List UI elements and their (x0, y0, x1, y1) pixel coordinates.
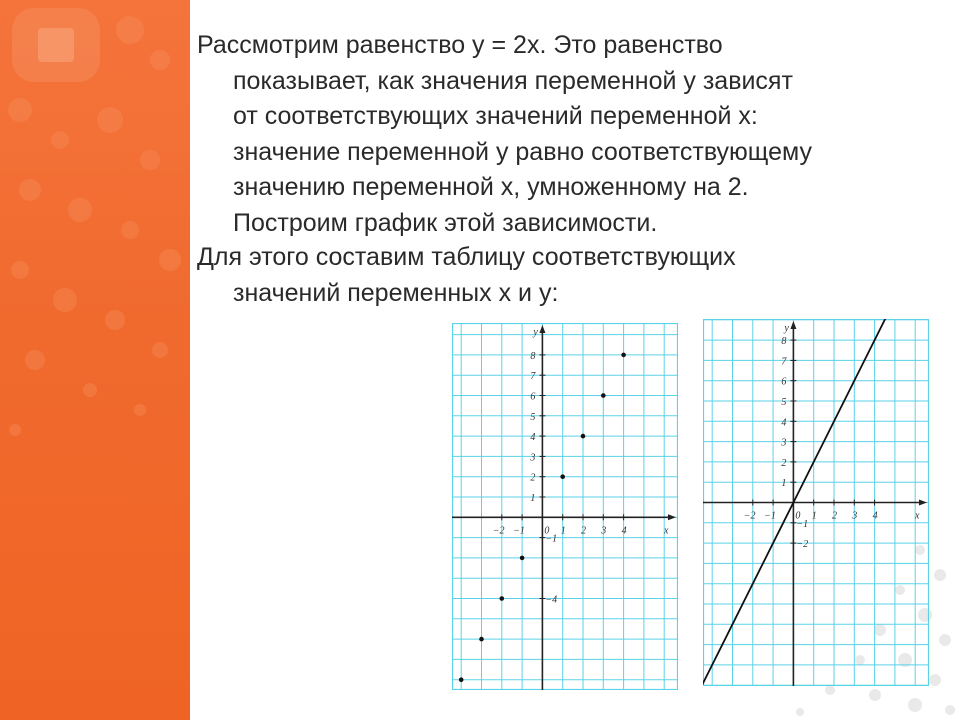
chart-0-x-tick-label: 0 (544, 525, 550, 537)
paragraph-1-line-5: значению переменной x, умноженному на 2. (233, 173, 749, 201)
chart-0-y-tick-label: 7 (530, 371, 536, 383)
chart-0-y-tick-label: 6 (530, 391, 536, 403)
chart-0-x-tick-label: −2 (492, 525, 505, 537)
chart-1-y-axis-label: y (784, 323, 789, 334)
chart-0-y-tick-label: 4 (530, 432, 536, 444)
chart-0-y-arrow (539, 325, 545, 333)
chart-1-y-tick-label: 1 (781, 478, 787, 490)
paragraph-2 (197, 240, 932, 311)
paragraph-2-line-2: значений переменных x и y: (233, 278, 559, 307)
chart-1-y-tick-label: 4 (781, 417, 787, 429)
chart-1-x-tick-label: 3 (852, 510, 858, 522)
points-graph-svg (452, 323, 678, 690)
chart-1-x-axis-label: x (915, 510, 920, 522)
paragraph-1-line-1: Рассмотрим равенство y = 2x. Это равенство (197, 31, 723, 59)
chart-0-y-tick-label: 3 (530, 452, 536, 464)
paragraph-2-line-1: Для этого составим таблицу соответствующих (197, 243, 736, 271)
chart-0-y-tick-label: −4 (545, 594, 558, 606)
paragraph-1-line-2: показывает, как значения переменной y зависят (233, 66, 793, 95)
chart-1-y-tick-label: −2 (796, 539, 809, 551)
chart-0-x-tick-label: 1 (560, 525, 566, 537)
chart-1-x-tick-label: −1 (764, 510, 776, 522)
chart-1-y-arrow (790, 321, 796, 329)
chart-1-y-tick-label: 7 (781, 356, 787, 368)
chart-0-data-point (500, 596, 505, 601)
chart-1-y-tick-label: 8 (781, 336, 787, 348)
chart-0-x-tick-label: −1 (513, 525, 525, 537)
line-graph (703, 319, 929, 686)
chart-0-y-tick-label: 5 (530, 411, 536, 423)
chart-0-y-tick-label: 8 (530, 350, 536, 362)
chart-1-y-tick-label: −1 (796, 518, 809, 530)
chart-1-y-tick-label: 2 (781, 457, 787, 469)
chart-0-x-tick-label: 2 (581, 525, 586, 537)
chart-1-y-tick-label: 6 (781, 376, 787, 388)
chart-1-y-tick-label: 5 (781, 397, 787, 408)
points-graph (452, 323, 678, 690)
chart-1-x-tick-label: 4 (872, 510, 878, 522)
chart-0-data-point (520, 556, 525, 561)
chart-0-data-point (581, 434, 586, 439)
chart-0-x-tick-label: 4 (621, 525, 627, 537)
paragraph-1 (197, 28, 932, 241)
chart-0-y-tick-label: −1 (545, 533, 558, 545)
chart-1-x-arrow (919, 500, 927, 506)
chart-0-data-point (621, 353, 626, 358)
chart-0-y-tick-label: 2 (530, 472, 536, 484)
chart-0-y-tick-label: 1 (530, 492, 536, 504)
paragraph-1-line-4: значение переменной y равно соответствующему (233, 137, 812, 166)
chart-0-x-arrow (668, 514, 676, 520)
paragraph-1-line-6: Построим график этой зависимости. (233, 208, 658, 237)
chart-0-data-point (560, 474, 565, 479)
sidebar-pattern (0, 0, 190, 720)
paragraph-1-line-3: от соответствующих значений переменной x: (233, 102, 758, 130)
chart-0-x-axis-label: x (664, 525, 669, 537)
chart-1-x-tick-label: −2 (743, 510, 756, 522)
chart-0-data-point (601, 393, 606, 398)
chart-0-data-point (479, 637, 484, 642)
decorative-sidebar (0, 0, 190, 720)
chart-1-x-tick-label: 0 (795, 510, 801, 522)
chart-1-x-tick-label: 1 (811, 510, 817, 522)
chart-1-x-tick-label: 2 (832, 510, 837, 522)
chart-0-y-axis-label: y (533, 327, 538, 338)
line-graph-svg (703, 319, 929, 686)
chart-0-x-tick-label: 3 (601, 525, 607, 537)
chart-0-data-point (459, 677, 464, 682)
chart-1-y-tick-label: 3 (781, 437, 787, 449)
